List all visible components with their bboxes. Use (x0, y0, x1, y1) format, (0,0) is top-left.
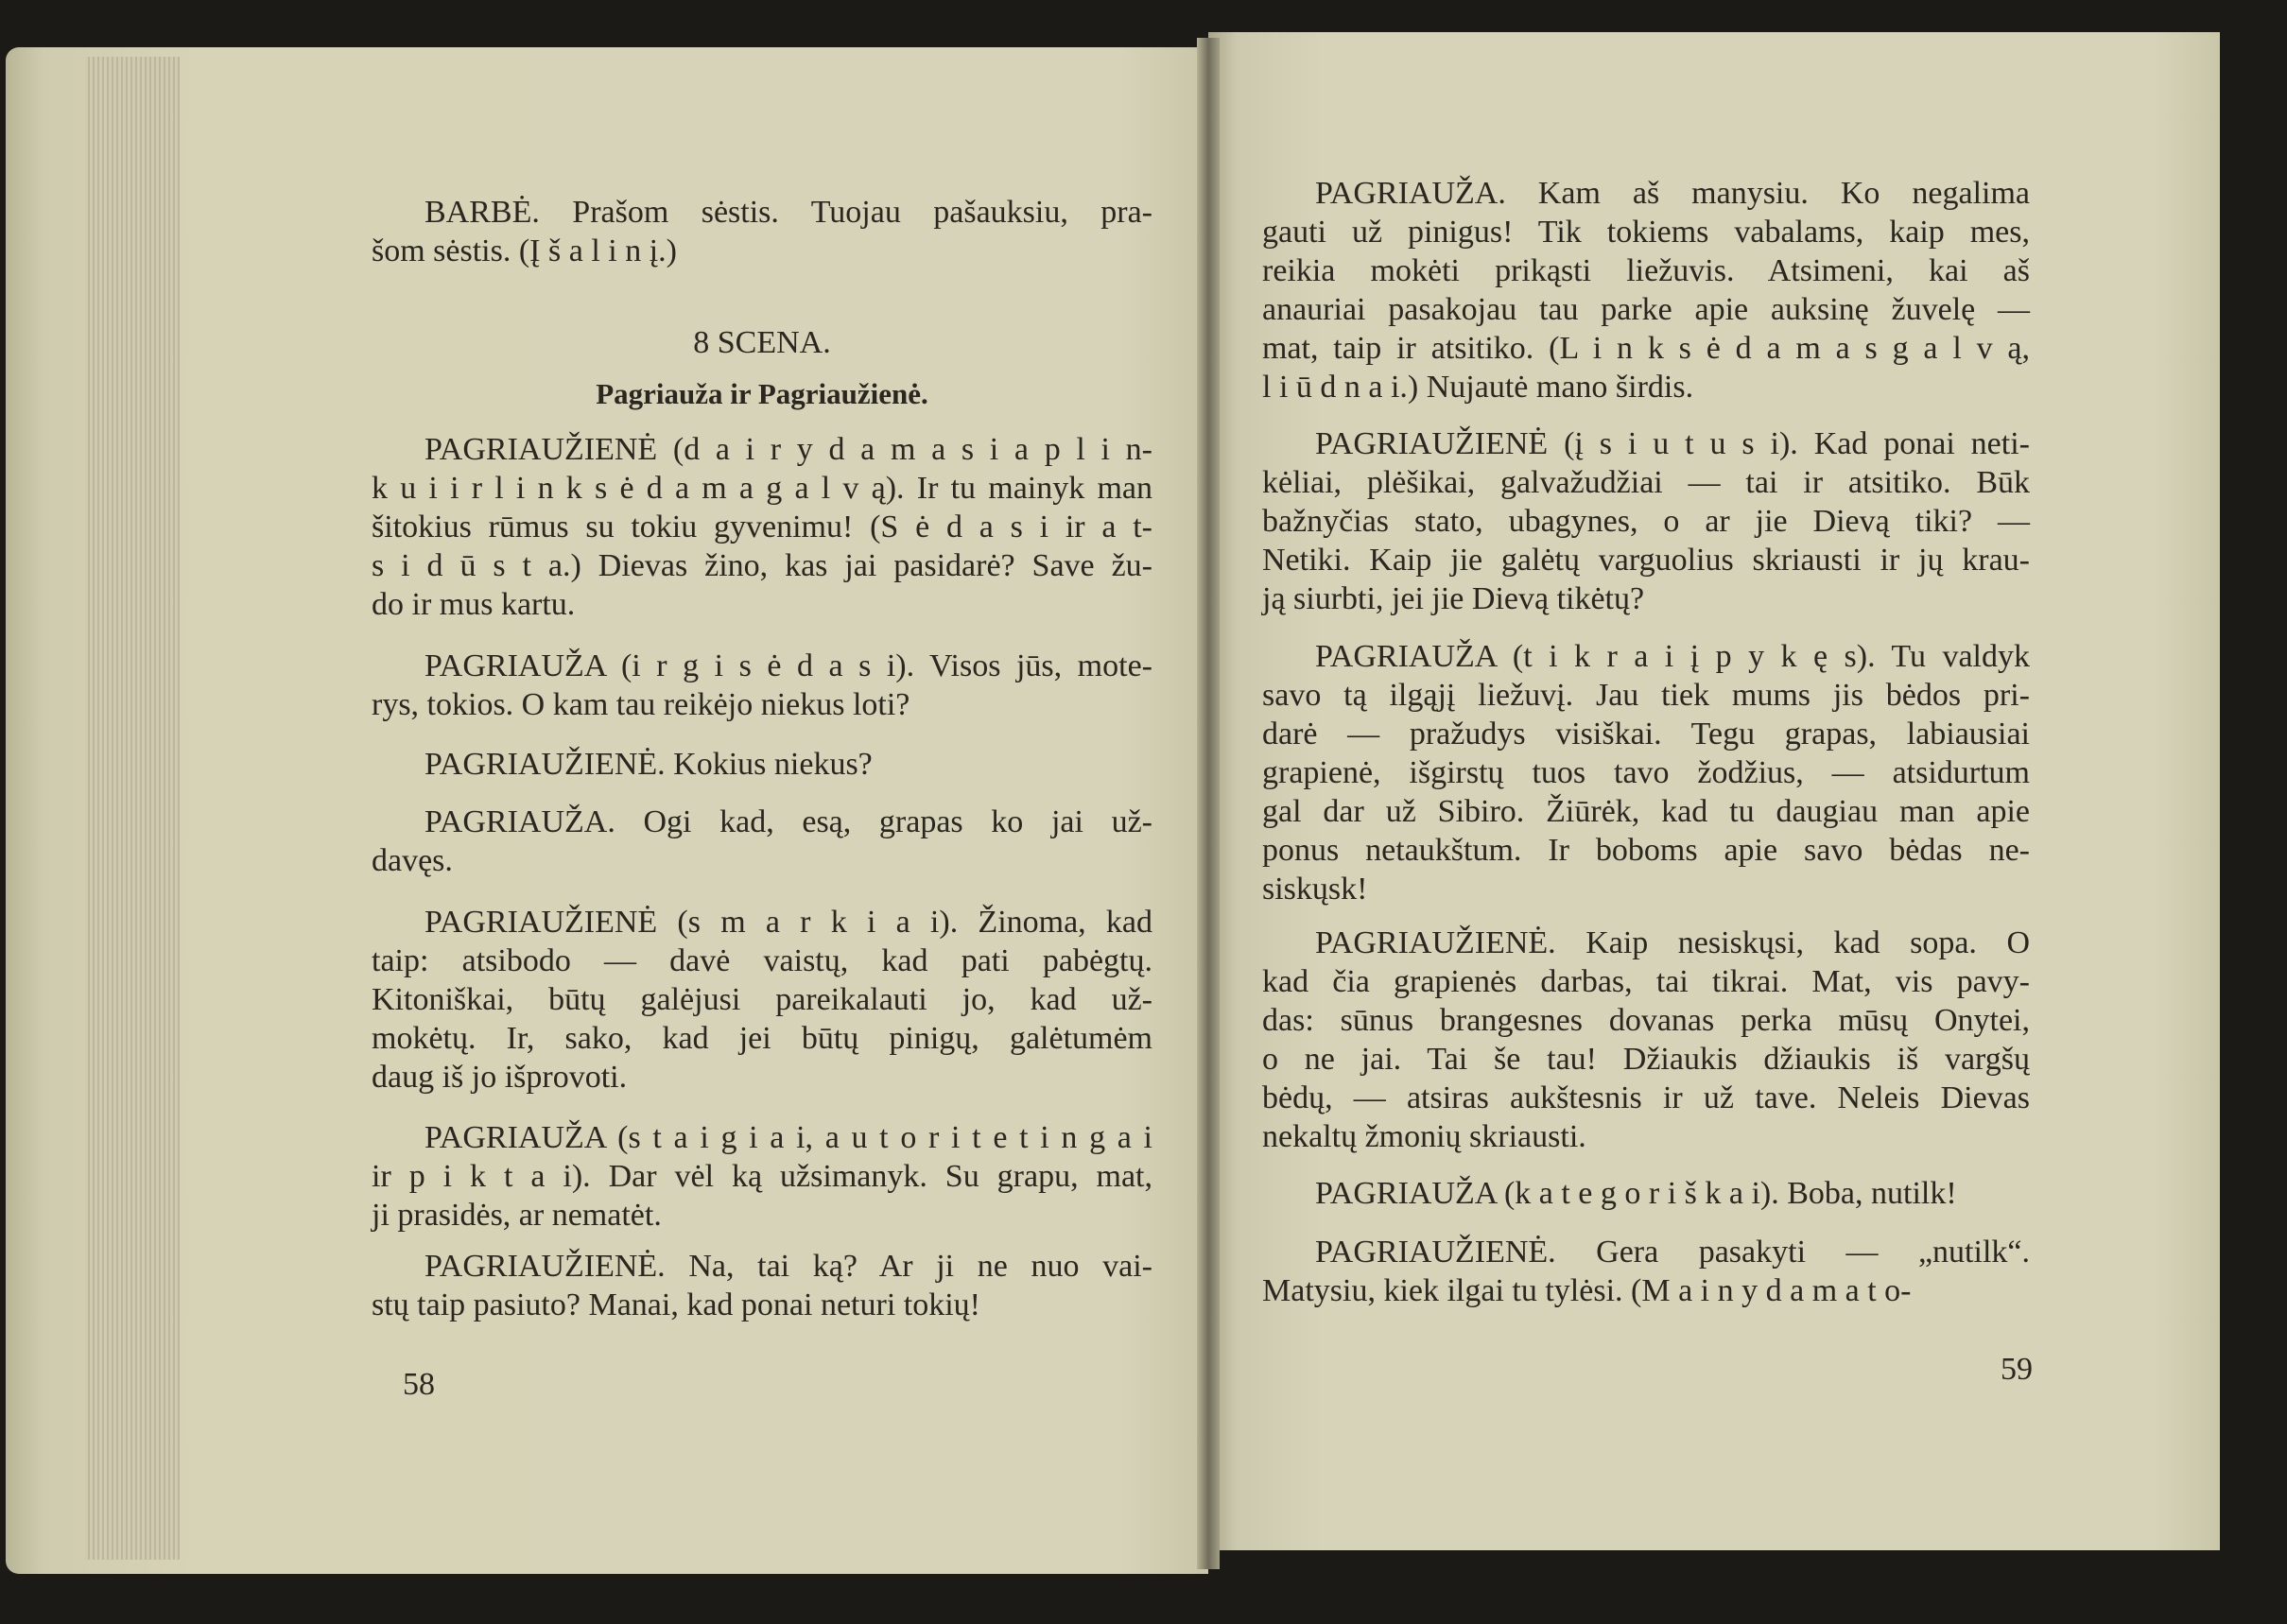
text-line: PAGRIAUŽIENĖ (d a i r y d a m a s i a p l i n- (424, 432, 1152, 467)
text-line: do ir mus kartu. (372, 587, 576, 622)
text-line: PAGRIAUŽA (i r g i s ė d a s i). Visos jūs, mote- (424, 648, 1152, 683)
text-line: darė — pražudys visiškai. Tegu grapas, labiausiai (1262, 717, 2030, 752)
text-line: o ne jai. Tai še tau! Džiaukis džiaukis iš vargšų (1262, 1042, 2030, 1077)
text-line: ji prasidės, ar nematėt. (372, 1198, 662, 1233)
text-line: reikia mokėti prikąsti liežuvis. Atsimeni, kai aš (1262, 253, 2030, 288)
text-line: k u i i r l i n k s ė d a m a g a l v ą). Ir tu mainyk man (372, 471, 1152, 506)
paragraph (372, 647, 1152, 724)
text-line: mokėtų. Ir, sako, kad jei būtų pinigų, galėtumėm (372, 1021, 1152, 1056)
page-number-left: 58 (403, 1367, 435, 1402)
text-line: s i d ū s t a.) Dievas žino, kas jai pasidarė? Save žu- (372, 548, 1152, 583)
text-line: PAGRIAUŽIENĖ. Gera pasakyti — „nutilk“. (1315, 1235, 2030, 1270)
text-line: daug iš jo išprovoti. (372, 1060, 628, 1095)
paragraph (372, 803, 1152, 880)
text-line: kad čia grapienės darbas, tai tikrai. Mat, vis pavy- (1262, 964, 2030, 999)
text-line: PAGRIAUŽIENĖ. Kokius niekus? (424, 747, 873, 782)
text-line: mat, taip ir atsitiko. (L i n k s ė d a m a s g a l v ą, (1262, 331, 2030, 366)
paragraph (1262, 924, 2030, 1156)
scene-title: 8 SCENA. (693, 325, 831, 360)
text-line: Matysiu, kiek ilgai tu tylėsi. (M a i n y d a m a t o- (1262, 1273, 1912, 1308)
paragraph (372, 745, 1152, 784)
text-line: savo tą ilgąjį liežuvį. Jau tiek mums jis bėdos pri- (1262, 678, 2030, 713)
text-line: bažnyčias stato, ubagynes, o ar jie Dievą tiki? — (1262, 504, 2030, 539)
text-line: siskųsk! (1262, 872, 1368, 907)
text-line: PAGRIAUŽA (k a t e g o r i š k a i). Boba, nutilk! (1315, 1176, 1957, 1211)
paragraph (1262, 424, 2030, 618)
text-line: PAGRIAUŽA. Ogi kad, esą, grapas ko jai už- (424, 804, 1152, 839)
text-line: PAGRIAUŽIENĖ. Na, tai ką? Ar ji ne nuo vai- (424, 1249, 1152, 1284)
text-line: šom sėstis. (Į š a l i n į.) (372, 233, 677, 268)
text-line: PAGRIAUŽIENĖ (į s i u t u s i). Kad ponai neti- (1315, 426, 2030, 461)
text-line: PAGRIAUŽIENĖ. Kaip nesiskųsi, kad sopa. O (1315, 925, 2030, 960)
text-line: kėliai, plėšikai, galvažudžiai — tai ir atsitiko. Būk (1262, 465, 2030, 500)
page-edges (85, 57, 180, 1560)
text-line: PAGRIAUŽA. Kam aš manysiu. Ko negalima (1315, 176, 2030, 211)
text-line: PAGRIAUŽIENĖ (s m a r k i a i). Žinoma, kad (424, 905, 1152, 940)
text-line: gauti už pinigus! Tik tokiems vabalams, kaip mes, (1262, 215, 2030, 250)
text-line: taip: atsibodo — davė vaistų, kad pati pabėgtų. (372, 943, 1152, 978)
text-line: Netiki. Kaip jie galėtų varguolius skriausti ir jų krau- (1262, 543, 2030, 578)
paragraph (372, 1247, 1152, 1324)
text-line: ją siurbti, jei jie Dievą tikėtų? (1262, 581, 1645, 616)
text-line: ponus netaukštum. Ir boboms apie savo bėdas ne- (1262, 833, 2030, 868)
text-line: PAGRIAUŽA (s t a i g i a i, a u t o r i t e t i n g a i (424, 1120, 1152, 1155)
text-line: bėdų, — atsiras aukštesnis ir už tave. Neleis Dievas (1262, 1080, 2030, 1115)
paragraph (372, 1118, 1152, 1235)
text-line: l i ū d n a i.) Nujautė mano širdis. (1262, 370, 1694, 405)
paragraph (372, 903, 1152, 1097)
text-line: ir p i k t a i). Dar vėl ką užsimanyk. Su grapu, mat, (372, 1159, 1152, 1194)
text-line: das: sūnus brangesnes dovanas perka mūsų Onytei, (1262, 1003, 2030, 1038)
text-line: anauriai pasakojau tau parke apie auksinę žuvelę — (1262, 292, 2030, 327)
paragraph (1262, 637, 2030, 908)
paragraph (372, 193, 1152, 270)
page-number-right: 59 (2001, 1352, 2033, 1387)
book-gutter (1197, 38, 1220, 1569)
text-line: Kitoniškai, būtų galėjusi pareikalauti jo, kad už- (372, 982, 1152, 1017)
scene-subtitle: Pagriauža ir Pagriaužienė. (596, 377, 928, 410)
text-line: grapienė, išgirstų tuos tavo žodžius, — atsidurtum (1262, 755, 2030, 790)
text-line: stų taip pasiuto? Manai, kad ponai neturi tokių! (372, 1287, 980, 1322)
text-line: šitokius rūmus su tokiu gyvenimu! (S ė d a s i ir a t- (372, 510, 1152, 544)
paragraph (1262, 174, 2030, 406)
paragraph (1262, 1233, 2030, 1310)
text-line: BARBĖ. Prašom sėstis. Tuojau pašauksiu, pra- (424, 195, 1152, 230)
paragraph (372, 430, 1152, 624)
text-line: davęs. (372, 843, 453, 878)
text-line: rys, tokios. O kam tau reikėjo niekus loti? (372, 687, 910, 722)
text-line: gal dar už Sibiro. Žiūrėk, kad tu daugiau man apie (1262, 794, 2030, 829)
text-line: PAGRIAUŽA (t i k r a i į p y k ę s). Tu valdyk (1315, 639, 2030, 674)
paragraph (1262, 1174, 2030, 1213)
text-line: nekaltų žmonių skriausti. (1262, 1119, 1586, 1154)
